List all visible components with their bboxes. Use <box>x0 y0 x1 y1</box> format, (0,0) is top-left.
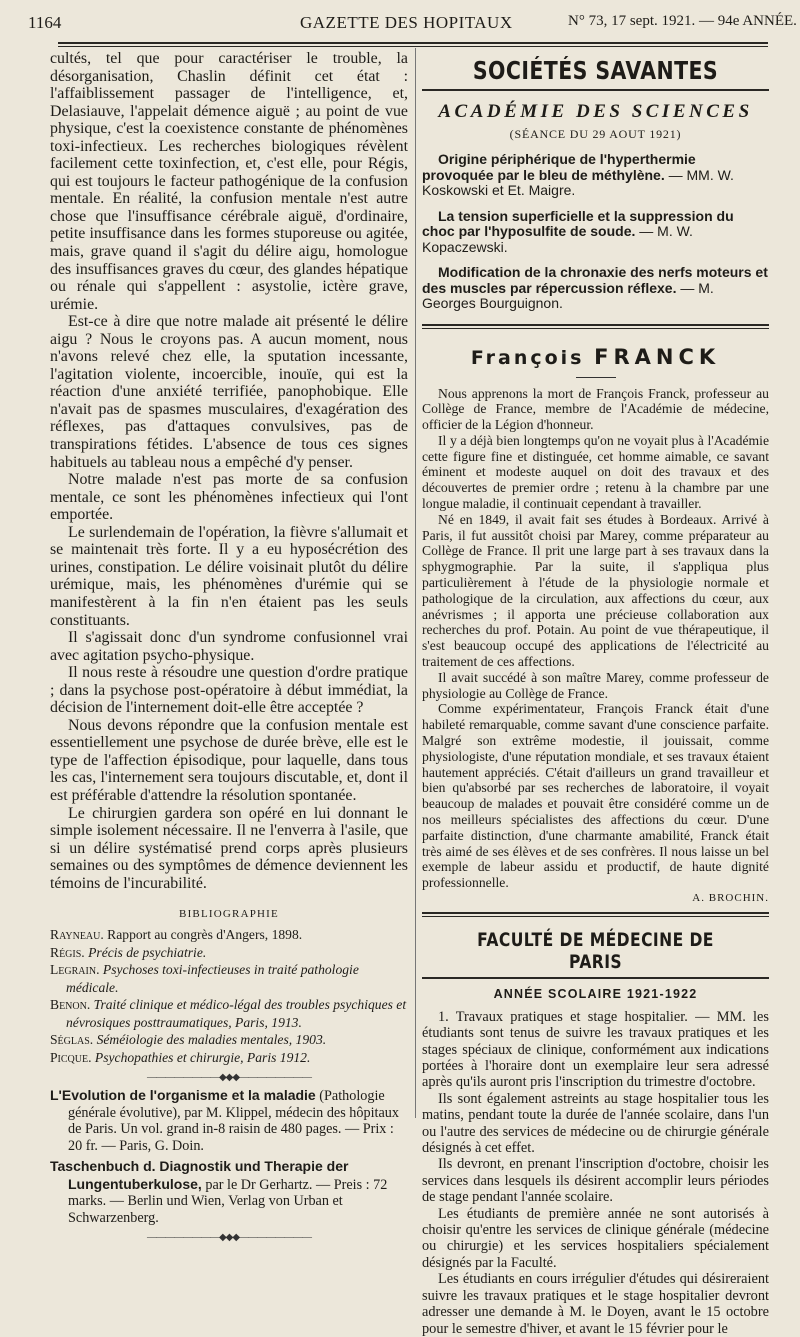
biblio-author: Legrain. <box>50 962 100 978</box>
communication <box>422 209 769 256</box>
header-rule-thin <box>58 46 768 47</box>
right-column <box>422 50 769 1337</box>
obituary-last-name: FRANCK <box>594 344 721 369</box>
paragraph: Le surlendemain de l'opération, la fièvre s'allumait et se maintenait très forte. Il y a eu hyposécrétion des urines, constipation. Le délire voisinait plutôt du délire urémique, mais, les phénomènes d'urémie qui se manifestèrent à la fin n'en étaient pas les seuls constituants. <box>50 523 408 629</box>
communication-authors: — M. W. Kopaczewski. <box>422 223 693 255</box>
section-rule <box>422 324 769 326</box>
paragraph: Il nous reste à résoudre une question d'ordre pratique ; dans la psychose post-opératoire à début immédiat, la décision de l'internement doit-elle être acceptée ? <box>50 664 408 717</box>
paragraph: Né en 1849, il avait fait ses études à Bordeaux. Arrivé à Paris, il fut aussitôt choisi par Marey, comme préparateur au Collège de France. Il prit une large part à ses travaux dans la sphygmographie. Par la suite, il s'appliqua plus particulièrement à l'étude de la physiologie normale et pathologique de la circulation, aux affections du cœur, aux anévrismes ; il apporta une précieuse collaboration aux recherches du prof. Potain. Au point de vue thérapeutique, il s'est beaucoup occupé des applications de l'électricité au traitement de ces affections. <box>422 511 769 670</box>
societes-title: SOCIÉTÉS SAVANTES <box>472 56 719 85</box>
header-rule <box>58 42 768 44</box>
bibliography-heading: BIBLIOGRAPHIE <box>179 908 279 921</box>
bibliography-entry <box>50 1049 408 1067</box>
communication-title: Modification de la chronaxie des nerfs moteurs et des muscles par répercussion réflexe. <box>422 264 768 296</box>
section-rule-thin <box>422 916 769 917</box>
bibliography-entry <box>50 996 408 1031</box>
section-rule <box>422 89 769 91</box>
communications <box>422 152 769 312</box>
communication <box>422 265 769 312</box>
ornament-divider: ————————◆◆◆———————— <box>146 1072 312 1084</box>
review-text: (Pathologie générale évolutive), par M. Klippel, médecin des hôpitaux de Paris. Un vol. grand in-8 raisin de 480 pages. — Prix : 20 fr. — Paris, G. Doin. <box>68 1088 399 1154</box>
paragraph: 1. Travaux pratiques et stage hospitalier. — MM. les étudiants sont tenus de suivre les travaux pratiques et les stages spéciaux de clinique, conformément aux indications portées à l'horaire dont un exemplaire leur sera adressé après qu'ils auront pris l'inscription du trimestre d'octobre. <box>422 1008 769 1091</box>
paragraph: Il y a déjà bien longtemps qu'on ne voyait plus à l'Académie cette figure fine et distinguée, cet homme aimable, ce savant éminent et modeste auquel on doit des travaux et des découvertes de premier ordre ; retenu à la chambre par une longue maladie, il continuait cependant à travailler. <box>422 432 769 512</box>
paragraph: Il avait succédé à son maître Marey, comme professeur de physiologie au Collège de France. <box>422 669 769 701</box>
review-text: par le Dr Gerhartz. — Preis : 72 marks. — Berlin und Wien, Verlag von Urban et Schwarzenberg. <box>68 1176 388 1226</box>
obituary-title <box>422 345 769 369</box>
paragraph: Les étudiants en cours irrégulier d'études qui désireraient suivre les travaux pratiques et le stage hospitalier devront adresser une demande à M. le Doyen, avant le 15 octobre pour le semestre d'hiver, et avant le 15 février pour le <box>422 1271 769 1337</box>
faculte-title: FACULTÉ DE MÉDECINE DE PARIS <box>477 928 714 973</box>
annee-scolaire: ANNÉE SCOLAIRE 1921-1922 <box>493 986 698 1001</box>
bibliography-entry <box>50 961 408 996</box>
ornament-divider: ————————◆◆◆———————— <box>146 1232 312 1244</box>
communication-title: Origine périphérique de l'hyperthermie provoquée par le bleu de méthylène. <box>422 151 696 183</box>
biblio-text: Précis de psychiatrie. <box>88 944 207 960</box>
bibliography-entry <box>50 926 408 944</box>
obituary-first-name: François <box>470 346 585 369</box>
biblio-text: Psychoses toxi-infectieuses in traité pathologie médicale. <box>66 962 359 995</box>
journal-title: GAZETTE DES HOPITAUX <box>300 13 513 32</box>
biblio-text: Rapport au congrès d'Angers, 1898. <box>107 927 303 943</box>
paragraph: cultés, tel que pour caractériser le trouble, la désorganisation, Chaslin définit cet état : l'affaiblissement passager de l'intelligence, et, Delasiauve, l'appelait démence aiguë ; au point de vue physique, c'est la coexistence constante de phénomènes toxi-infectieux. Les recherches biologiques révèlent facilement cette toxinfection, et, c'est elle, pour Régis, qui est toujours le facteur pathogénique de la confusion mentale. En réalité, la confusion mentale n'est autre chose que l'insuffisance cérébrale aiguë, d'ordinaire, petite insuffisance dans les formes stuporeuse ou agitée, mais, grave quand il s'agit du délire aigu, homologue des insuffisances graves du cœur, des glandes hépatique ou rénale qui s'appellent : asystolie, ictère grave, urémie. <box>50 50 408 313</box>
biblio-author: Régis. <box>50 944 85 960</box>
communication-authors: — M. Georges Bourguignon. <box>422 279 714 311</box>
paragraph: Les étudiants de première année ne sont autorisés à choisir qu'entre les services de clinique générale (médecine ou chirurgie) et les services hospitaliers spécialement désignés par la Faculté. <box>422 1205 769 1271</box>
small-divider <box>576 377 616 378</box>
review-title: L'Evolution de l'organisme et la maladie <box>50 1087 316 1104</box>
bibliography <box>50 926 408 1066</box>
paragraph: Il s'agissait donc d'un syndrome confusionnel vrai avec agitation psycho-physique. <box>50 629 408 664</box>
bibliography-entry <box>50 1031 408 1049</box>
book-review <box>50 1158 408 1226</box>
communication <box>422 152 769 199</box>
biblio-author: Rayneau. <box>50 927 104 943</box>
paragraph: Est-ce à dire que notre malade ait présenté le délire aigu ? Nous le croyons pas. A aucun moment, nous n'avons relevé chez elle, la sputation incessante, l'agitation violente, incoercible, inouïe, qui est la réaction d'une anxiété terrifiée, panophobique. Elle n'avait pas de spasmes musculaires, d'exagération des réflexes, pas d'attaques convulsives, pas de transpirations fétides. L'absence de tous ces signes habituels au tableau nous a empêché d'y penser. <box>50 313 408 471</box>
paragraph: Ils sont également astreints au stage hospitalier tous les matins, pendant toute la durée de l'année scolaire, dans l'un ou l'autre des services de médecine ou de chirurgie générale désignés à cet effet. <box>422 1090 769 1157</box>
issue-info: N° 73, 17 sept. 1921. — 94e ANNÉE. <box>568 13 797 29</box>
section-rule <box>422 912 769 914</box>
paragraph: Ils devront, en prenant l'inscription d'octobre, choisir les services dans lesquels ils désirent accomplir leurs périodes de stage pendant l'année scolaire. <box>422 1156 769 1206</box>
paragraph: Nous devons répondre que la confusion mentale est essentiellement une psychose de durée brève, elle est le type de l'affection épisodique, pour laquelle, dans tous les cas, l'internement sera toujours discutable, et, dont il est préférable d'attendre la résolution spontanée. <box>50 716 408 804</box>
biblio-author: Séglas. <box>50 1032 94 1048</box>
bibliography-entry <box>50 944 408 962</box>
article-body <box>50 50 408 892</box>
biblio-text: Séméiologie des maladies mentales, 1903. <box>96 1032 327 1048</box>
communication-authors: — MM. W. Koskowski et Et. Maigre. <box>422 166 734 198</box>
biblio-author: Picque. <box>50 1049 92 1065</box>
paragraph: Nous apprenons la mort de François Franck, professeur au Collège de France, membre de l'Académie de médecine, officier de la Légion d'honneur. <box>422 385 769 433</box>
column-separator <box>415 48 416 1118</box>
section-rule-thin <box>422 328 769 329</box>
biblio-text: Psychopathies et chirurgie, Paris 1912. <box>94 1049 311 1065</box>
paragraph: Notre malade n'est pas morte de sa confusion mentale, ce sont les phénomènes infectieux qui l'ont emportée. <box>50 471 408 524</box>
seance-date: (SÉANCE DU 29 AOUT 1921) <box>509 127 682 141</box>
obituary-body <box>422 386 769 907</box>
review-title: Taschenbuch d. Diagnostik und Therapie der Lungentuberkulose, <box>50 1158 349 1192</box>
communication-title: La tension superficielle et la suppression du choc par l'hyposulfite de soude. <box>422 207 734 239</box>
book-review <box>50 1087 408 1154</box>
signature: A. BROCHIN. <box>692 892 769 904</box>
academie-title: ACADÉMIE DES SCIENCES <box>438 101 753 122</box>
biblio-author: Benon. <box>50 997 91 1013</box>
section-rule <box>422 977 769 979</box>
faculte-body <box>422 1009 769 1337</box>
paragraph: Le chirurgien gardera son opéré en lui donnant le simple isolement nécessaire. Il ne l'enverra à l'asile, que si un délire systématisé prend corps après plusieurs semaines ou des symptômes de démence deviennent les témoins de l'incurabilité. <box>50 804 408 892</box>
page-number: 1164 <box>28 13 62 32</box>
biblio-text: Traité clinique et médico-légal des troubles psychiques et névrosiques posttraumatiques, Paris, 1913. <box>66 997 407 1030</box>
paragraph: Comme expérimentateur, François Franck était d'une habileté remarquable, comme savant d'une conscience parfaite. Malgré son extrême modestie, il jouissait, comme physiologiste, d'une réputation mondiale, et ses travaux étaient hautement appréciés. C'était d'ailleurs un grand travailleur et bien qu'absorbé par ses recherches de laboratoire, il voyait beaucoup de malades et pouvait être considéré comme un de nos meilleurs spécialistes des affections du cœur. D'une parfaite distinction, d'une charmante amabilité, Franck était très aimé de ses élèves et de ses confrères. Il nous laisse un bel exemple de labeur assidu et productif, de haute dignité professionnelle. <box>422 701 769 891</box>
left-column <box>50 50 408 1246</box>
page-header <box>0 0 800 44</box>
